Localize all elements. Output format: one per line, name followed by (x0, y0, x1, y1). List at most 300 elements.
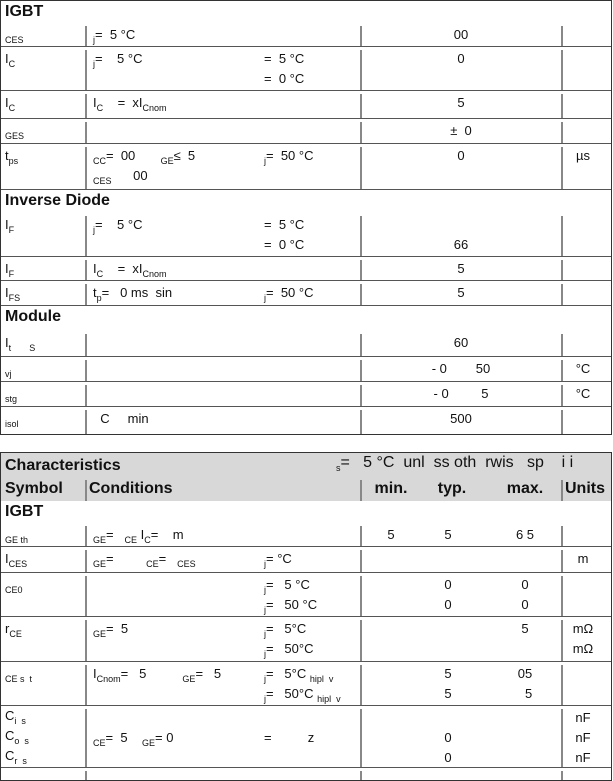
min-value (361, 527, 421, 547)
symbol-line (5, 728, 29, 748)
section-title: IGBT (5, 503, 44, 520)
column-divider (85, 284, 87, 305)
text-segment: = 5 °C (264, 51, 305, 66)
text-segment: = 5 °C (95, 51, 143, 66)
text-segment: I (93, 666, 97, 681)
text-segment: j (264, 629, 266, 639)
text-segment: = xI (103, 261, 143, 276)
table-row (1, 547, 611, 573)
text-segment: F (8, 225, 15, 235)
text-segment: Cnom (142, 269, 167, 279)
symbol (5, 527, 28, 547)
text-segment: CE s t (5, 674, 33, 684)
condition-line (93, 730, 173, 750)
symbol-line (5, 217, 14, 237)
section-header (1, 306, 611, 331)
text-segment: CE0 (5, 585, 23, 595)
value-line: 00 (453, 27, 469, 42)
text-segment: C (5, 748, 15, 763)
condition-secondary (264, 51, 304, 91)
value (361, 285, 561, 305)
text-segment: j (264, 585, 266, 595)
condition (93, 527, 184, 547)
table-row (1, 119, 611, 144)
text-segment: = (158, 551, 178, 566)
unit (563, 148, 603, 168)
text-segment: GE th (5, 535, 29, 545)
column-header-row (1, 480, 611, 501)
symbol-line (5, 148, 18, 168)
value-line: 0 (457, 51, 465, 66)
text-segment: C (5, 728, 15, 743)
text-segment: = 50 °C (266, 597, 318, 612)
divider (85, 480, 87, 501)
column-divider (561, 771, 563, 780)
condition-secondary-line (264, 621, 313, 641)
text-segment: = (106, 551, 147, 566)
value (361, 95, 561, 115)
column-divider (561, 410, 563, 434)
text-segment: j (264, 694, 266, 704)
condition-line (93, 95, 167, 115)
symbol-line (5, 411, 19, 431)
column-divider (360, 576, 362, 616)
condition-line (93, 51, 142, 71)
symbol (5, 411, 19, 431)
unit (563, 361, 603, 381)
symbol (5, 551, 27, 571)
column-divider (85, 260, 87, 280)
text-segment: = °C (266, 551, 292, 566)
value (361, 335, 561, 355)
text-segment: j (93, 59, 95, 69)
column-divider (561, 576, 563, 616)
column-divider (360, 620, 362, 661)
text-segment: isol (5, 419, 19, 429)
max-value (495, 666, 555, 706)
column-divider (561, 334, 563, 356)
column-divider (85, 122, 87, 143)
value-line (361, 217, 561, 237)
section-title: Inverse Diode (5, 192, 110, 209)
text-segment: C (144, 535, 151, 545)
value-line: 66 (453, 237, 469, 252)
text-segment: vj (5, 369, 12, 379)
text-segment: GE (93, 629, 107, 639)
symbol (5, 708, 29, 768)
symbol (5, 123, 24, 143)
condition-secondary-line (264, 51, 304, 71)
text-segment: C (96, 103, 104, 113)
text-segment: i s (14, 716, 26, 726)
condition (93, 730, 173, 750)
divider (561, 480, 563, 501)
text-segment: CE (93, 738, 106, 748)
unit-line: nF (575, 710, 591, 725)
condition-secondary (264, 621, 313, 661)
text-segment: = 5 °C (264, 217, 305, 232)
table-row (1, 573, 611, 617)
condition-line (93, 217, 142, 237)
condition (93, 217, 142, 237)
condition-line (93, 411, 149, 431)
text-segment: I (136, 527, 145, 542)
text-segment: ps (8, 156, 19, 166)
symbol (5, 577, 23, 597)
condition-line (93, 148, 195, 168)
text-segment: CE (146, 559, 159, 569)
value (361, 361, 561, 381)
text-segment: = 5°C (266, 666, 310, 681)
section-title: Module (5, 308, 61, 325)
condition-secondary (264, 730, 314, 750)
condition (93, 666, 221, 686)
table-row (1, 47, 611, 91)
text-segment: = 5 (105, 730, 143, 745)
column-divider (85, 216, 87, 256)
text-segment: j (93, 225, 95, 235)
table-row (1, 523, 611, 547)
typ-value-line: 0 (444, 597, 452, 612)
typ-value-line: 5 (444, 666, 452, 681)
text-segment: = 0 °C (264, 71, 305, 86)
text-segment: = 5 °C (95, 27, 136, 42)
text-segment: stg (5, 394, 18, 404)
condition-line (93, 621, 128, 641)
text-segment: S (29, 343, 36, 353)
text-segment: = xI (103, 95, 143, 110)
symbol-line (5, 335, 35, 355)
value (361, 148, 561, 168)
unit-line: °C (575, 386, 591, 401)
max-value-line: 0 (521, 597, 529, 612)
symbol (5, 285, 20, 305)
condition-line (93, 551, 196, 571)
section-header (1, 1, 611, 23)
value-line: 60 (453, 335, 469, 350)
text-segment: I (5, 285, 9, 300)
condition-secondary (264, 666, 341, 706)
header-min: min. (374, 480, 408, 497)
text-segment: = 00 (106, 148, 161, 163)
column-divider (561, 216, 563, 256)
symbol-line (5, 361, 12, 381)
unit (563, 710, 603, 770)
symbol-line (5, 527, 28, 547)
column-divider (85, 550, 87, 572)
text-segment: I (5, 95, 9, 110)
typ-value-line: 0 (444, 577, 452, 592)
unit-line: mΩ (572, 621, 594, 636)
column-divider (561, 122, 563, 143)
condition (93, 621, 128, 641)
text-segment: = 5 °C (95, 217, 143, 232)
max-value (495, 577, 555, 617)
unit-line: nF (575, 750, 591, 765)
column-divider (360, 709, 362, 767)
text-segment: = 0 °C (264, 237, 305, 252)
value (361, 51, 561, 71)
symbol-line (5, 386, 17, 406)
condition-secondary-line (264, 551, 292, 571)
text-segment: I (5, 551, 9, 566)
text-segment: = 50°C (266, 641, 314, 656)
table-row (1, 213, 611, 257)
condition-line (93, 168, 195, 188)
symbol-line (5, 285, 20, 305)
text-segment: = 5°C (266, 621, 307, 636)
column-divider (561, 260, 563, 280)
condition-secondary-line (264, 641, 313, 661)
text-segment: FS (8, 293, 21, 303)
column-divider (561, 94, 563, 118)
condition-line (93, 27, 135, 47)
column-divider (85, 50, 87, 90)
symbol (5, 261, 14, 281)
table-row (1, 617, 611, 662)
table-row (1, 331, 611, 357)
text-segment: CC (93, 156, 106, 166)
text-segment: = 5 °C unl ss oth rwis sp i i (340, 454, 574, 471)
table-row (1, 357, 611, 382)
text-segment: CES (177, 559, 196, 569)
text-segment: = 5 (195, 666, 222, 681)
max-value (495, 527, 555, 547)
column-divider (85, 26, 87, 46)
unit (563, 551, 603, 571)
header-conditions: Conditions (89, 480, 173, 497)
text-segment: C (8, 59, 16, 69)
symbol (5, 386, 17, 406)
condition (93, 51, 142, 71)
typ-value-line (418, 710, 478, 730)
header-units: Units (565, 480, 605, 497)
symbol (5, 27, 24, 47)
text-segment: ≤ 5 (173, 148, 196, 163)
text-segment: j (264, 649, 266, 659)
table-row (1, 23, 611, 47)
text-segment: CES (5, 35, 24, 45)
characteristics-table (0, 452, 612, 781)
text-segment: F (8, 269, 15, 279)
section-header (1, 190, 611, 213)
value-line: 0 (457, 148, 465, 163)
text-segment: s (336, 463, 341, 473)
symbol-line (5, 261, 14, 281)
characteristics-title: Characteristics (5, 457, 121, 474)
table-row (1, 257, 611, 281)
value (361, 261, 561, 281)
unit-line: °C (575, 361, 591, 376)
condition (93, 285, 172, 305)
text-segment: t (93, 285, 97, 300)
column-divider (85, 385, 87, 406)
symbol-line (5, 708, 29, 728)
max-value-line: 0 (521, 577, 529, 592)
symbol (5, 95, 15, 115)
text-segment: j (264, 674, 266, 684)
table-row (1, 768, 611, 780)
condition-secondary-line (264, 217, 304, 237)
condition-secondary (264, 148, 313, 168)
text-segment: j (264, 605, 266, 615)
column-divider (85, 410, 87, 434)
text-segment: hipl v (317, 694, 341, 704)
symbol (5, 666, 32, 686)
section-title: IGBT (5, 3, 44, 20)
text-segment: CES (93, 176, 112, 186)
symbol-line (5, 551, 27, 571)
condition-line (93, 285, 172, 305)
unit-line: m (577, 551, 589, 566)
text-segment: C (5, 708, 15, 723)
typ-value (418, 577, 478, 617)
value-line: - 0 50 (431, 361, 491, 376)
symbol-line (5, 748, 29, 768)
text-segment: = 5 (120, 666, 183, 681)
header-symbol: Symbol (5, 480, 63, 497)
typ-value-line: 0 (444, 730, 452, 745)
text-segment: o s (14, 736, 29, 746)
column-divider (561, 50, 563, 90)
symbol-line (5, 51, 15, 71)
condition (93, 551, 196, 571)
text-segment: r (5, 621, 10, 636)
table-row (1, 281, 611, 306)
max-value-line: 5 (521, 621, 529, 636)
condition-secondary-line (264, 71, 304, 91)
column-divider (561, 665, 563, 705)
max-value-line: 05 (517, 666, 533, 681)
column-divider (85, 576, 87, 616)
unit-line: mΩ (572, 641, 594, 656)
min-value-line: 5 (387, 527, 395, 542)
table-row (1, 407, 611, 434)
column-divider (360, 665, 362, 705)
column-divider (85, 526, 87, 546)
section-header (1, 501, 611, 523)
text-segment: Cnom (96, 674, 121, 684)
text-segment: CES (8, 559, 28, 569)
table-row (1, 662, 611, 706)
text-segment: GE (160, 156, 174, 166)
condition-secondary-line (264, 597, 317, 617)
condition-secondary-line (264, 285, 313, 305)
value (361, 27, 561, 47)
text-segment: j (264, 156, 266, 166)
text-segment: I (5, 335, 9, 350)
value (361, 217, 561, 257)
text-segment: hipl v (309, 674, 334, 684)
text-segment: CE (124, 535, 137, 545)
column-divider (85, 620, 87, 661)
typ-value-line: 0 (444, 750, 452, 765)
text-segment: GE (93, 559, 107, 569)
column-divider (561, 526, 563, 546)
text-segment: j (264, 293, 266, 303)
symbol (5, 361, 12, 381)
text-segment: = z (264, 730, 315, 745)
header-max: max. (506, 480, 544, 497)
condition (93, 261, 167, 281)
typ-value (418, 710, 478, 770)
symbol-line (5, 621, 22, 641)
characteristics-note (336, 454, 573, 473)
symbol (5, 335, 35, 355)
condition (93, 27, 135, 47)
text-segment: = 5 °C (266, 577, 310, 592)
text-segment (11, 335, 29, 350)
condition-secondary (264, 217, 304, 257)
column-divider (561, 26, 563, 46)
symbol-line (5, 577, 23, 597)
text-segment: CE (9, 629, 22, 639)
text-segment: j (264, 559, 266, 569)
condition (93, 148, 195, 188)
text-segment: j (93, 35, 95, 45)
symbol-line (5, 666, 32, 686)
text-segment: t (8, 343, 12, 353)
symbol (5, 148, 18, 168)
text-segment: = m (150, 527, 184, 542)
condition-line (93, 261, 167, 281)
text-segment: GE (93, 535, 107, 545)
condition-secondary-line (264, 730, 314, 750)
text-segment: GE (142, 738, 156, 748)
text-segment: C (8, 103, 16, 113)
text-segment: GE (182, 674, 196, 684)
symbol (5, 621, 22, 641)
condition-secondary (264, 551, 292, 571)
condition-secondary (264, 285, 313, 305)
condition-secondary-line (264, 148, 313, 168)
text-segment: C (96, 269, 104, 279)
text-segment: I (5, 51, 9, 66)
condition (93, 95, 167, 115)
table-row (1, 91, 611, 119)
value-line: - 0 5 (433, 386, 489, 401)
column-divider (85, 709, 87, 767)
text-segment: t (5, 148, 9, 163)
typ-value-line: 5 (444, 686, 452, 701)
condition-secondary (264, 577, 317, 617)
column-divider (85, 665, 87, 705)
table-row (1, 144, 611, 190)
unit-line: µs (576, 148, 590, 163)
text-segment: C min (93, 411, 149, 426)
text-segment: Cnom (142, 103, 167, 113)
condition (93, 411, 149, 431)
column-divider (85, 771, 87, 780)
symbol-line (5, 95, 15, 115)
condition-line (93, 527, 184, 547)
column-divider (85, 360, 87, 381)
text-segment: I (5, 261, 9, 276)
table-row (1, 382, 611, 407)
unit (563, 621, 603, 661)
text-segment: r s (14, 756, 27, 766)
unit-line: nF (575, 730, 591, 745)
table-row (1, 706, 611, 768)
typ-value (418, 666, 478, 706)
value (361, 123, 561, 143)
text-segment: = 0 ms sin (101, 285, 173, 300)
value-line: 5 (457, 261, 465, 276)
condition-secondary-line (264, 686, 341, 706)
text-segment: = 50 °C (266, 148, 314, 163)
characteristics-title-row (1, 453, 611, 480)
text-segment: = 50 °C (266, 285, 314, 300)
